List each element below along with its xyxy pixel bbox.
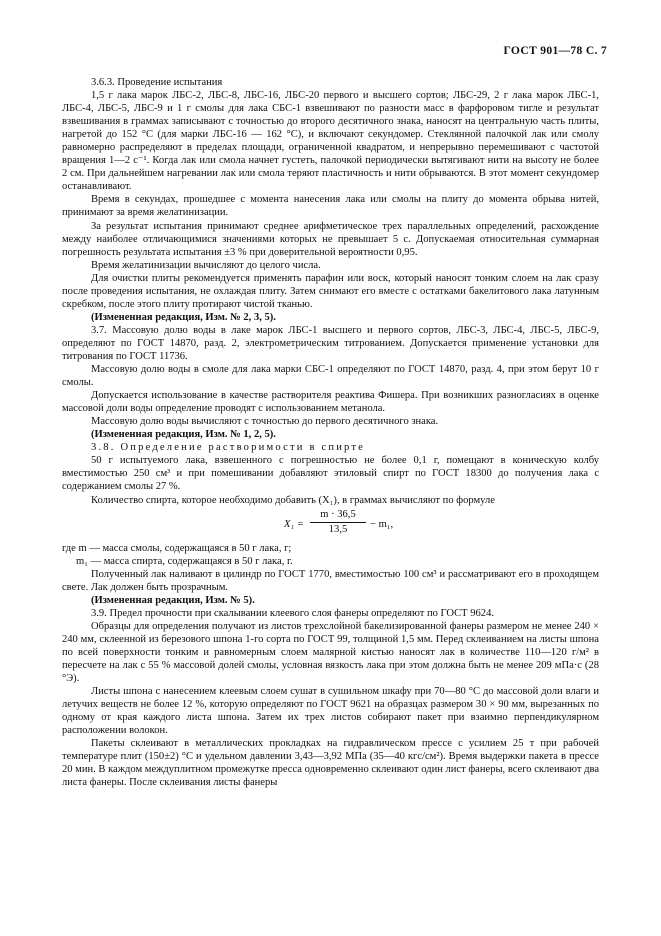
paragraph: Пакеты склеивают в металлических прокладках на гидравлическом прессе с усилием 25 т при рабочей температуре плит (150±2) °С и удельном давлении 3,43—3,92 МПа (35—40 кгс/см²). Время выдержки пакета в прессе 20 мин. В каждом междуплитном промежутке пресса одновременно склеивают один лист фанеры, всего склеивают два листа фанеры. После склеивания листы фанеры [62,738,599,789]
formula-tail: − m₁, [370,518,394,530]
section-heading-3-6-3: 3.6.3. Проведение испытания [91,77,223,88]
amendment-note: (Измененная редакция, Изм. № 5). [91,594,255,606]
paragraph: Полученный лак наливают в цилиндр по ГОСТ 1770, вместимостью 100 см³ и рассматривают его в проходящем свете. Лак должен быть прозрачным. [62,568,599,593]
paragraph: Время в секундах, прошедшее с момента нанесения лака или смолы на плиту до момента обрыва нитей, принимают за время желатинизации. [62,194,599,219]
paragraph: За результат испытания принимают среднее арифметическое трех параллельных определений, расхождение между наиболее отличающимися значениями которых не превышает 5 с. Допускаемая относительная суммарная погрешность результата испытания ±3 % при доверительной вероятности 0,95. [62,220,599,258]
paragraph: Листы шпона с нанесением клеевым слоем сушат в сушильном шкафу при 70—80 °С до массовой доли влаги и летучих веществ не более 12 %, которую определяют по ГОСТ 9621 на образцах размером 30 × 90 мм, вырезанных по одному от края каждого листа шпона. Затем их трех листов собирают пакет при взаимно перпендикулярном расположении волокон. [62,686,599,737]
section-heading-3-8: 3.8. Определение растворимости в спирте [91,442,366,454]
formula-denominator: 13,5 [328,523,348,535]
paragraph: Массовую долю воды вычисляют с точностью до первого десятичного знака. [91,416,439,428]
formula [62,509,599,537]
document-body [62,76,599,789]
amendment-note: (Измененная редакция, Изм. № 1, 2, 5). [91,429,276,441]
paragraph: Допускается использование в качестве растворителя реактива Фишера. При возникших разногласиях в оценке массовой доли воды определение проводят с использованием метанола. [62,390,599,415]
paragraph: 3.7. Массовую долю воды в лаке марок ЛБС-1 высшего и первого сортов, ЛБС-3, ЛБС-4, ЛБС-5, ЛБС-9, определяют по ГОСТ 14870, разд. 2, электрометрическим титрованием. Допускается применение установки для титрования по ГОСТ 11736. [62,324,599,362]
paragraph: Время желатинизации вычисляют до целого числа. [91,259,321,271]
paragraph: Образцы для определения получают из листов трехслойной бакелизированной фанеры размером не менее 240 × 240 мм, склеенной из березового шпона 1-го сорта по ГОСТ 99, толщиной 1,5 мм. Перед склеиванием на листы шпона по всей поверхности тонким и равномерным слоем малярной кистью наносят лак в количестве 110—120 г/м² в пересчете на лак с 55 % массовой долей смолы, условная вязкость лака при этом должна быть не менее 209 мПа·с (28 °Э). [62,620,599,685]
formula-legend: m₁ — масса спирта, содержащаяся в 50 г лака, г. [76,555,293,567]
paragraph: Для очистки плиты рекомендуется применять парафин или воск, который наносят тонким слоем на лак сразу после проведения испытания, не охлаждая плиту. Затем снимают его вместе с остатками бакелитового лака латунным скребком, после этого плиту протирают чистой тканью. [62,272,599,310]
paragraph: 50 г испытуемого лака, взвешенного с погрешностью не более 0,1 г, помещают в коническую колбу вместимостью 250 см³ и при помешивании добавляют этиловый спирт по ГОСТ 18300 до получения лака с содержанием смолы 27 %. [62,455,599,493]
formula-fraction [310,509,366,536]
formula-legend: где m — масса смолы, содержащаяся в 50 г лака, г; [62,542,292,554]
paragraph: Массовую долю воды в смоле для лака марки СБС-1 определяют по ГОСТ 14870, разд. 4, при этом берут 10 г смолы. [62,364,599,389]
paragraph: 3.9. Предел прочности при скалывании клеевого слоя фанеры определяют по ГОСТ 9624. [91,607,494,619]
formula-lhs: X₁ = [284,518,304,530]
paragraph: Количество спирта, которое необходимо добавить (X₁), в граммах вычисляют по формуле [91,494,495,506]
page-header: ГОСТ 901—78 С. 7 [503,44,607,57]
formula-numerator: m · 36,5 [310,509,366,523]
amendment-note: (Измененная редакция, Изм. № 2, 3, 5). [91,311,276,323]
paragraph: 1,5 г лака марок ЛБС-2, ЛБС-8, ЛБС-16, ЛБС-20 первого и высшего сортов; ЛБС-29, 2 г лака марок ЛБС-1, ЛБС-4, ЛБС-5, ЛБС-9 и 1 г смолы для лака СБС-1 взвешивают по разности масс в фарфоровом тигле и результат взвешивания в граммах записывают с точностью до второго десятичного знака, наносят на центральную часть плиты, нагретой до 152 °С (для марки ЛБС-16 — 162 °С), и включают секундомер. Стеклянной палочкой лак или смолу равномерно распределяют в пределах площади, ограниченной квадратом, и непрерывно перемешивают с частотой вращения 1—2 с⁻¹. Когда лак или смола начнет густеть, палочкой периодически вытягивают нити на высоту не более 2 см. При дальнейшем нагревании лак или смола теряют пластичность и нити обрываются. В этот момент секундомер останавливают. [62,90,599,193]
